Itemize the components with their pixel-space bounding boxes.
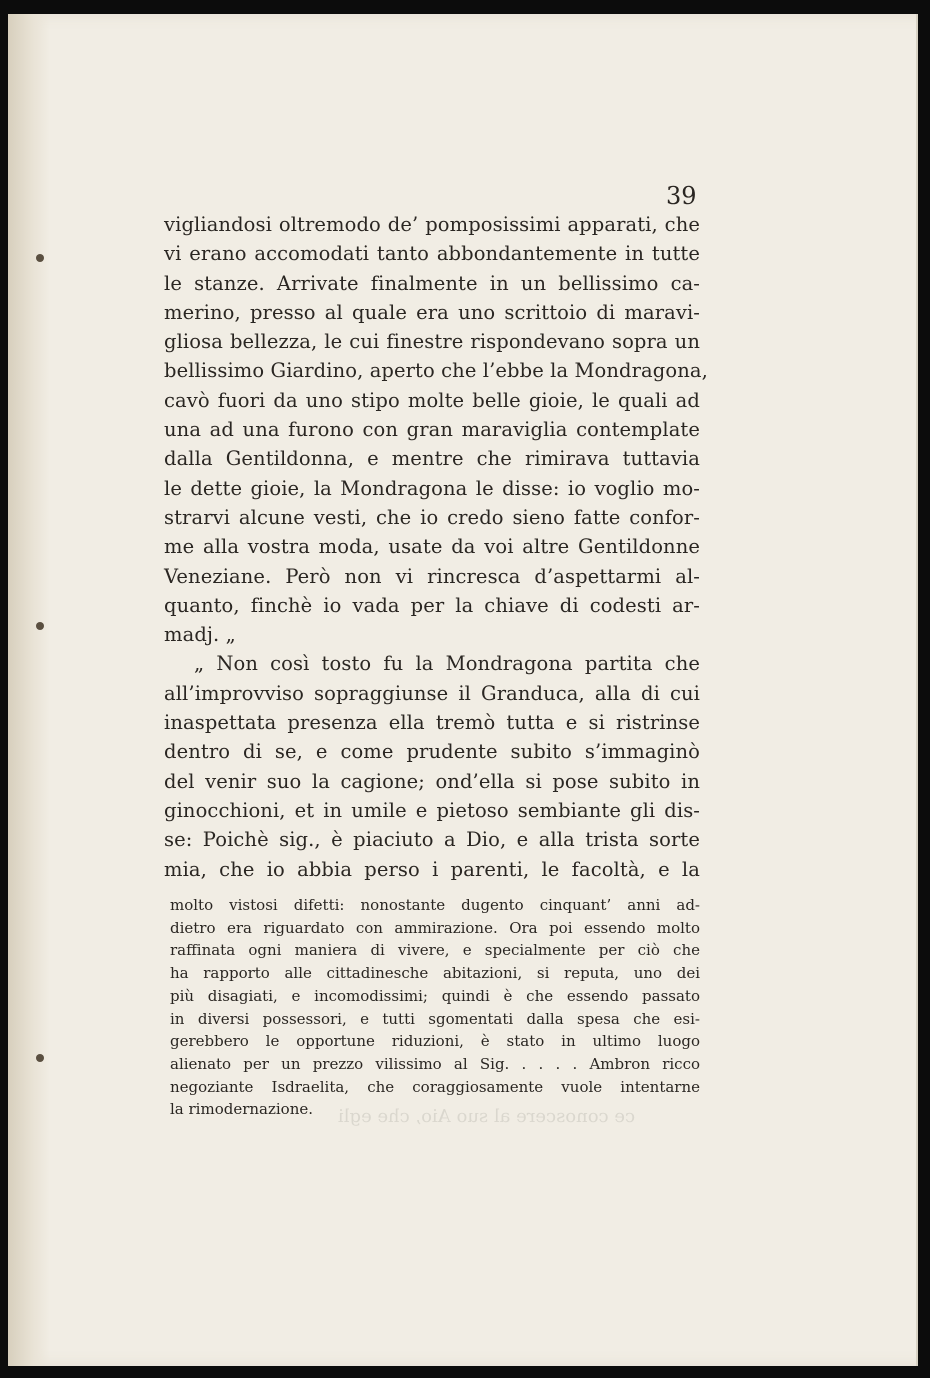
footnote-line: dietro era riguardato con ammirazione. Ora poi essendo molto <box>170 918 700 937</box>
book-page <box>8 14 918 1366</box>
bleed-through-text: ce conoscere al suo Aio, che egli <box>338 1106 636 1127</box>
text-line: le stanze. Arrivate finalmente in un bellissimo ca- <box>164 271 700 295</box>
footnote-line: ha rapporto alle cittadinesche abitazioni, si reputa, uno dei <box>170 964 700 983</box>
text-line: dalla Gentildonna, e mentre che rimirava tuttavia <box>164 447 700 471</box>
page-number: 39 <box>666 182 697 210</box>
text-line: „ Non così tosto fu la Mondragona partita che <box>194 652 700 676</box>
text-line: Veneziane. Però non vi rincresca d’aspettarmi al- <box>164 564 700 588</box>
text-line: merino, presso al quale era uno scrittoio di maravi- <box>164 300 700 324</box>
text-line: quanto, finchè io vada per la chiave di codesti ar- <box>164 593 700 617</box>
footnote-line: negoziante Isdraelita, che coraggiosamente vuole intentarne <box>170 1077 700 1096</box>
footnote-line: in diversi possessori, e tutti sgomentati dalla spesa che esi- <box>170 1009 700 1028</box>
footnote-line: alienato per un prezzo vilissimo al Sig. . . . . Ambron ricco <box>170 1054 700 1073</box>
main-text <box>164 210 708 884</box>
footnote-line: la rimodernazione. <box>170 1100 314 1119</box>
footnote-line: gerebbero le opportune riduzioni, è stato in ultimo luogo <box>170 1032 700 1051</box>
text-line: inaspettata presenza ella tremò tutta e si ristrinse <box>164 711 700 735</box>
footnote-line: più disagiati, e incomodissimi; quindi è che essendo passato <box>170 986 700 1005</box>
text-line: all’improvviso sopraggiunse il Granduca, alla di cui <box>164 681 700 705</box>
text-line: strarvi alcune vesti, che io credo sieno fatte confor- <box>164 505 700 529</box>
footnote-line: raffinata ogni maniera di vivere, e specialmente per ciò che <box>170 941 700 960</box>
text-line: bellissimo Giardino, aperto che l’ebbe la Mondragona, <box>164 359 708 383</box>
text-line: ginocchioni, et in umile e pietoso sembiante gli dis- <box>164 798 700 822</box>
text-line: una ad una furono con gran maraviglia contemplate <box>164 418 700 442</box>
text-line: del venir suo la cagione; ond’ella si pose subito in <box>164 769 700 793</box>
binding-gutter <box>8 14 50 1366</box>
text-line: dentro di se, e come prudente subito s’immaginò <box>164 740 700 764</box>
binding-stitch-icon <box>36 1054 44 1062</box>
footnote <box>170 894 700 1121</box>
text-line: cavò fuori da uno stipo molte belle gioie, le quali ad <box>164 388 700 412</box>
binding-stitch-icon <box>36 254 44 262</box>
footnote-line: molto vistosi difetti: nonostante dugento cinquant’ anni ad- <box>170 896 700 914</box>
text-line: madj. „ <box>164 623 236 647</box>
text-line: me alla vostra moda, usate da voi altre Gentildonne <box>164 535 700 559</box>
text-line: vigliandosi oltremodo de’ pomposissimi apparati, che <box>164 213 700 236</box>
text-line: mia, che io abbia perso i parenti, le facoltà, e la <box>164 857 700 881</box>
text-line: se: Poichè sig., è piaciuto a Dio, e alla trista sorte <box>164 828 700 852</box>
text-line: le dette gioie, la Mondragona le disse: io voglio mo- <box>164 476 700 500</box>
text-line: gliosa bellezza, le cui finestre rispondevano sopra un <box>164 330 700 354</box>
binding-stitch-icon <box>36 622 44 630</box>
text-line: vi erano accomodati tanto abbondantemente in tutte <box>164 242 700 266</box>
